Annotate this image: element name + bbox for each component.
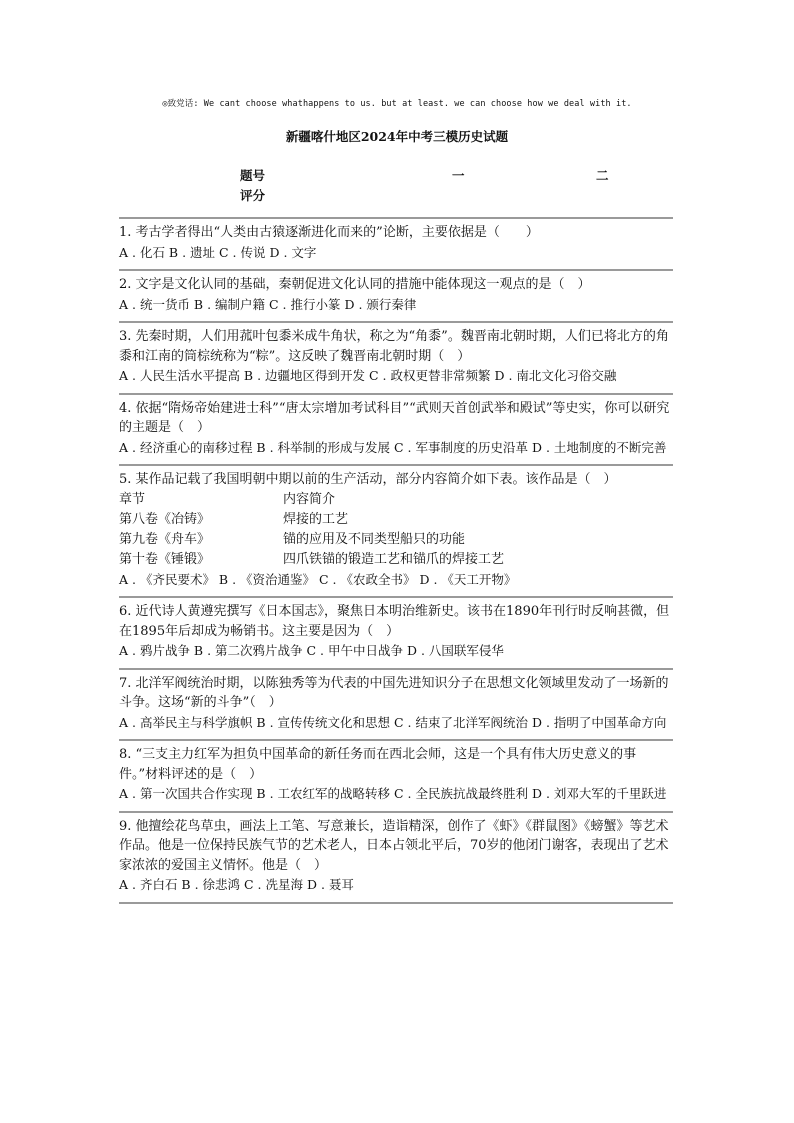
table-header-cell: 内容简介 — [283, 491, 336, 507]
question-options: A . 化石 B . 遗址 C . 传说 D . 文字 — [119, 244, 317, 260]
question-stem: 6. 近代诗人黄遵宪撰写《日本国志》，聚焦日本明治维新史。该书在1890年刊行时反响甚微，但在1895年后却成为畅销书。这主要是因为（ ） — [119, 604, 670, 639]
question-stem: 7. 北洋军阀统治时期，以陈独秀等为代表的中国先进知识分子在思想文化领域里发动了一场新的斗争。这场“新的斗争”（ ） — [119, 675, 669, 710]
question-stem: 9. 他擅绘花鸟草虫，画法上工笔、写意兼长，造诣精深，创作了《虾》《群鼠图》《螃蟹》等艺术作品。他是一位保持民族气节的艺术老人，日本占领北平后，70岁的他闭门谢客，表现出了艺术家浓浓的爱国主义情怀。他是（ ） — [119, 818, 669, 873]
table-row — [119, 530, 504, 550]
page-title: 新疆喀什地区2024年中考三模历史试题 — [285, 129, 509, 144]
question-7 — [119, 668, 673, 740]
score-table — [240, 166, 640, 206]
question-stem: 1. 考古学者得出“人类由古猿逐渐进化而来的”论断，主要依据是（ ） — [119, 225, 539, 240]
question-list — [119, 217, 673, 904]
question-options: A . 鸦片战争 B . 第二次鸦片战争 C . 甲午中日战争 D . 八国联军侵华 — [119, 643, 504, 658]
score-column-2: 二 — [596, 168, 609, 183]
question-2 — [119, 269, 673, 321]
score-column-1: 一 — [452, 168, 465, 183]
question-1 — [119, 217, 673, 269]
table-row — [119, 550, 504, 570]
score-value-row — [240, 186, 640, 206]
table-header-cell: 章节 — [119, 491, 146, 507]
question-options: A . 人民生活水平提高 B . 边疆地区得到开发 C . 政权更替非常频繁 D . 南北文化习俗交融 — [119, 368, 617, 383]
question-6 — [119, 596, 673, 668]
question-options: A . 《齐民要术》 B . 《资治通鉴》 C . 《农政全书》 D . 《天工开物》 — [119, 571, 517, 587]
question-5 — [119, 464, 673, 596]
table-row — [119, 510, 504, 530]
question-4 — [119, 393, 673, 465]
question-stem: 5. 某作品记载了我国明朝中期以前的生产活动，部分内容简介如下表。该作品是（ ） — [119, 472, 617, 487]
question-options: A . 高举民主与科学旗帜 B . 宣传传统文化和思想 C . 结束了北洋军阀统治 D . 指明了中国革命方向 — [119, 714, 667, 730]
question-stem: 4. 依据“隋炀帝始建进士科”“唐太宗增加考试科目”“武则天首创武举和殿试”等史实，你可以研究的主题是（ ） — [119, 400, 670, 435]
score-label-question-number: 题号 — [240, 168, 266, 183]
score-header-row — [240, 166, 640, 186]
question-options: A . 经济重心的南移过程 B . 科举制的形成与发展 C . 军事制度的历史沿革 D . 土地制度的不断完善 — [119, 439, 667, 455]
question-9 — [119, 811, 673, 904]
question-options: A . 齐白石 B . 徐悲鸿 C . 冼星海 D . 聂耳 — [119, 877, 354, 892]
question-3 — [119, 321, 673, 393]
score-label-score: 评分 — [240, 188, 266, 203]
motto-header: ◎致党话: We cant choose whathappens to us. but at least. we can choose how we deal with it. — [162, 99, 632, 109]
question-8 — [119, 739, 673, 811]
content-table — [119, 490, 504, 570]
table-cell: 焊接的工艺 — [283, 511, 349, 527]
table-cell: 四爪铁锚的锻造工艺和锚爪的焊接工艺 — [283, 551, 505, 567]
table-cell: 锚的应用及不同类型船只的功能 — [283, 531, 466, 547]
question-stem: 8. “三支主力红军为担负中国革命的新任务而在西北会师，这是一个具有伟大历史意义的事件。”材料评述的是（ ） — [119, 747, 637, 782]
question-options: A . 第一次国共合作实现 B . 工农红军的战略转移 C . 全民族抗战最终胜利 D . 刘邓大军的千里跃进 — [119, 786, 667, 801]
content-table-header — [119, 490, 504, 510]
table-cell: 第八卷《冶铸》 — [119, 511, 211, 527]
table-cell: 第十卷《锤锻》 — [119, 551, 211, 567]
question-stem: 2. 文字是文化认同的基础，秦朝促进文化认同的措施中能体现这一观点的是（ ） — [119, 277, 591, 292]
question-options: A . 统一货币 B . 编制户籍 C . 推行小篆 D . 颁行秦律 — [119, 296, 417, 312]
question-stem: 3. 先秦时期，人们用菰叶包黍米成牛角状，称之为“角黍”。魏晋南北朝时期，人们已将北方的角黍和江南的筒棕统称为“粽”。这反映了魏晋南北朝时期（ ） — [119, 329, 669, 364]
table-cell: 第九卷《舟车》 — [119, 531, 211, 547]
